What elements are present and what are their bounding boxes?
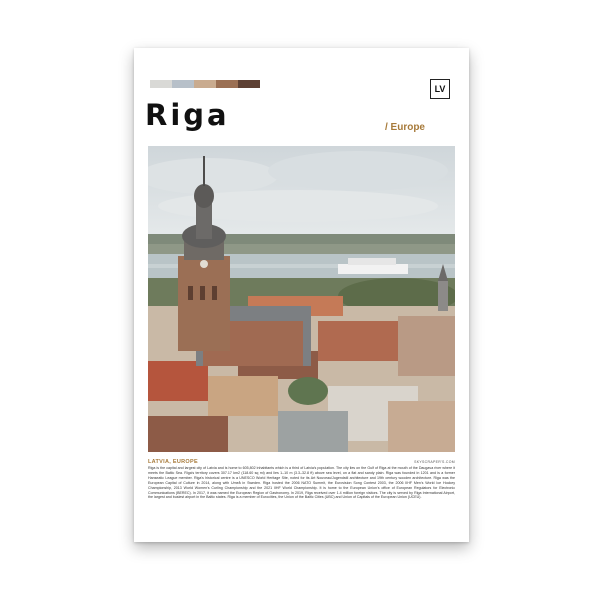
poster [134, 48, 469, 542]
city-title: Riga [145, 98, 230, 132]
country-code-badge: LV [430, 79, 450, 99]
palette-swatch [150, 80, 172, 88]
color-palette [150, 80, 260, 88]
region-label: / Europe [384, 122, 425, 133]
palette-swatch [172, 80, 194, 88]
caption-title: LATVIA, EUROPE [148, 459, 198, 465]
palette-swatch [194, 80, 216, 88]
palette-swatch [216, 80, 238, 88]
caption-tag: SKYSCRAPER'S.COM [414, 460, 455, 464]
palette-swatch [238, 80, 260, 88]
city-photo [148, 146, 455, 452]
caption-body: Riga is the capital and largest city of Latvia and is home to 605,802 inhabitants which is a third of Latvia's population. The city lies on the Gulf of Riga at the mouth of the Daugava river where it meets the Baltic Sea. Riga's territory covers 307.17 km2 (118.60 sq mi) and lies 1–10 m (3.3–32.8 ft) above sea level, on a flat and sandy plain. Riga was founded in 1201 and is a former Hanseatic League member. Riga's historical centre is a UNESCO World Heritage Site, noted for its Art Nouveau/Jugendstil architecture and 19th century wooden architecture. Riga was the European Capital of Culture in 2014, along with Umeå in Sweden. Riga hosted the 2006 NATO Summit, the Eurovision Song Contest 2003, the 2006 IIHF Men's World Ice Hockey Championship, 2013 World Women's Curling Championship and the 2021 IIHF World Championship. It is home to the European Union's office of European Regulators for Electronic Communications (BEREC). In 2017, it was named the European Region of Gastronomy. In 2019, Riga received over 1.4 million foreign visitors. The city is served by Riga International Airport, the largest and busiest airport in the Baltic states. Riga is a member of Eurocities, the Union of the Baltic Cities (UBC) and Union of Capitals of the European Union (UCEU). [148, 466, 455, 500]
